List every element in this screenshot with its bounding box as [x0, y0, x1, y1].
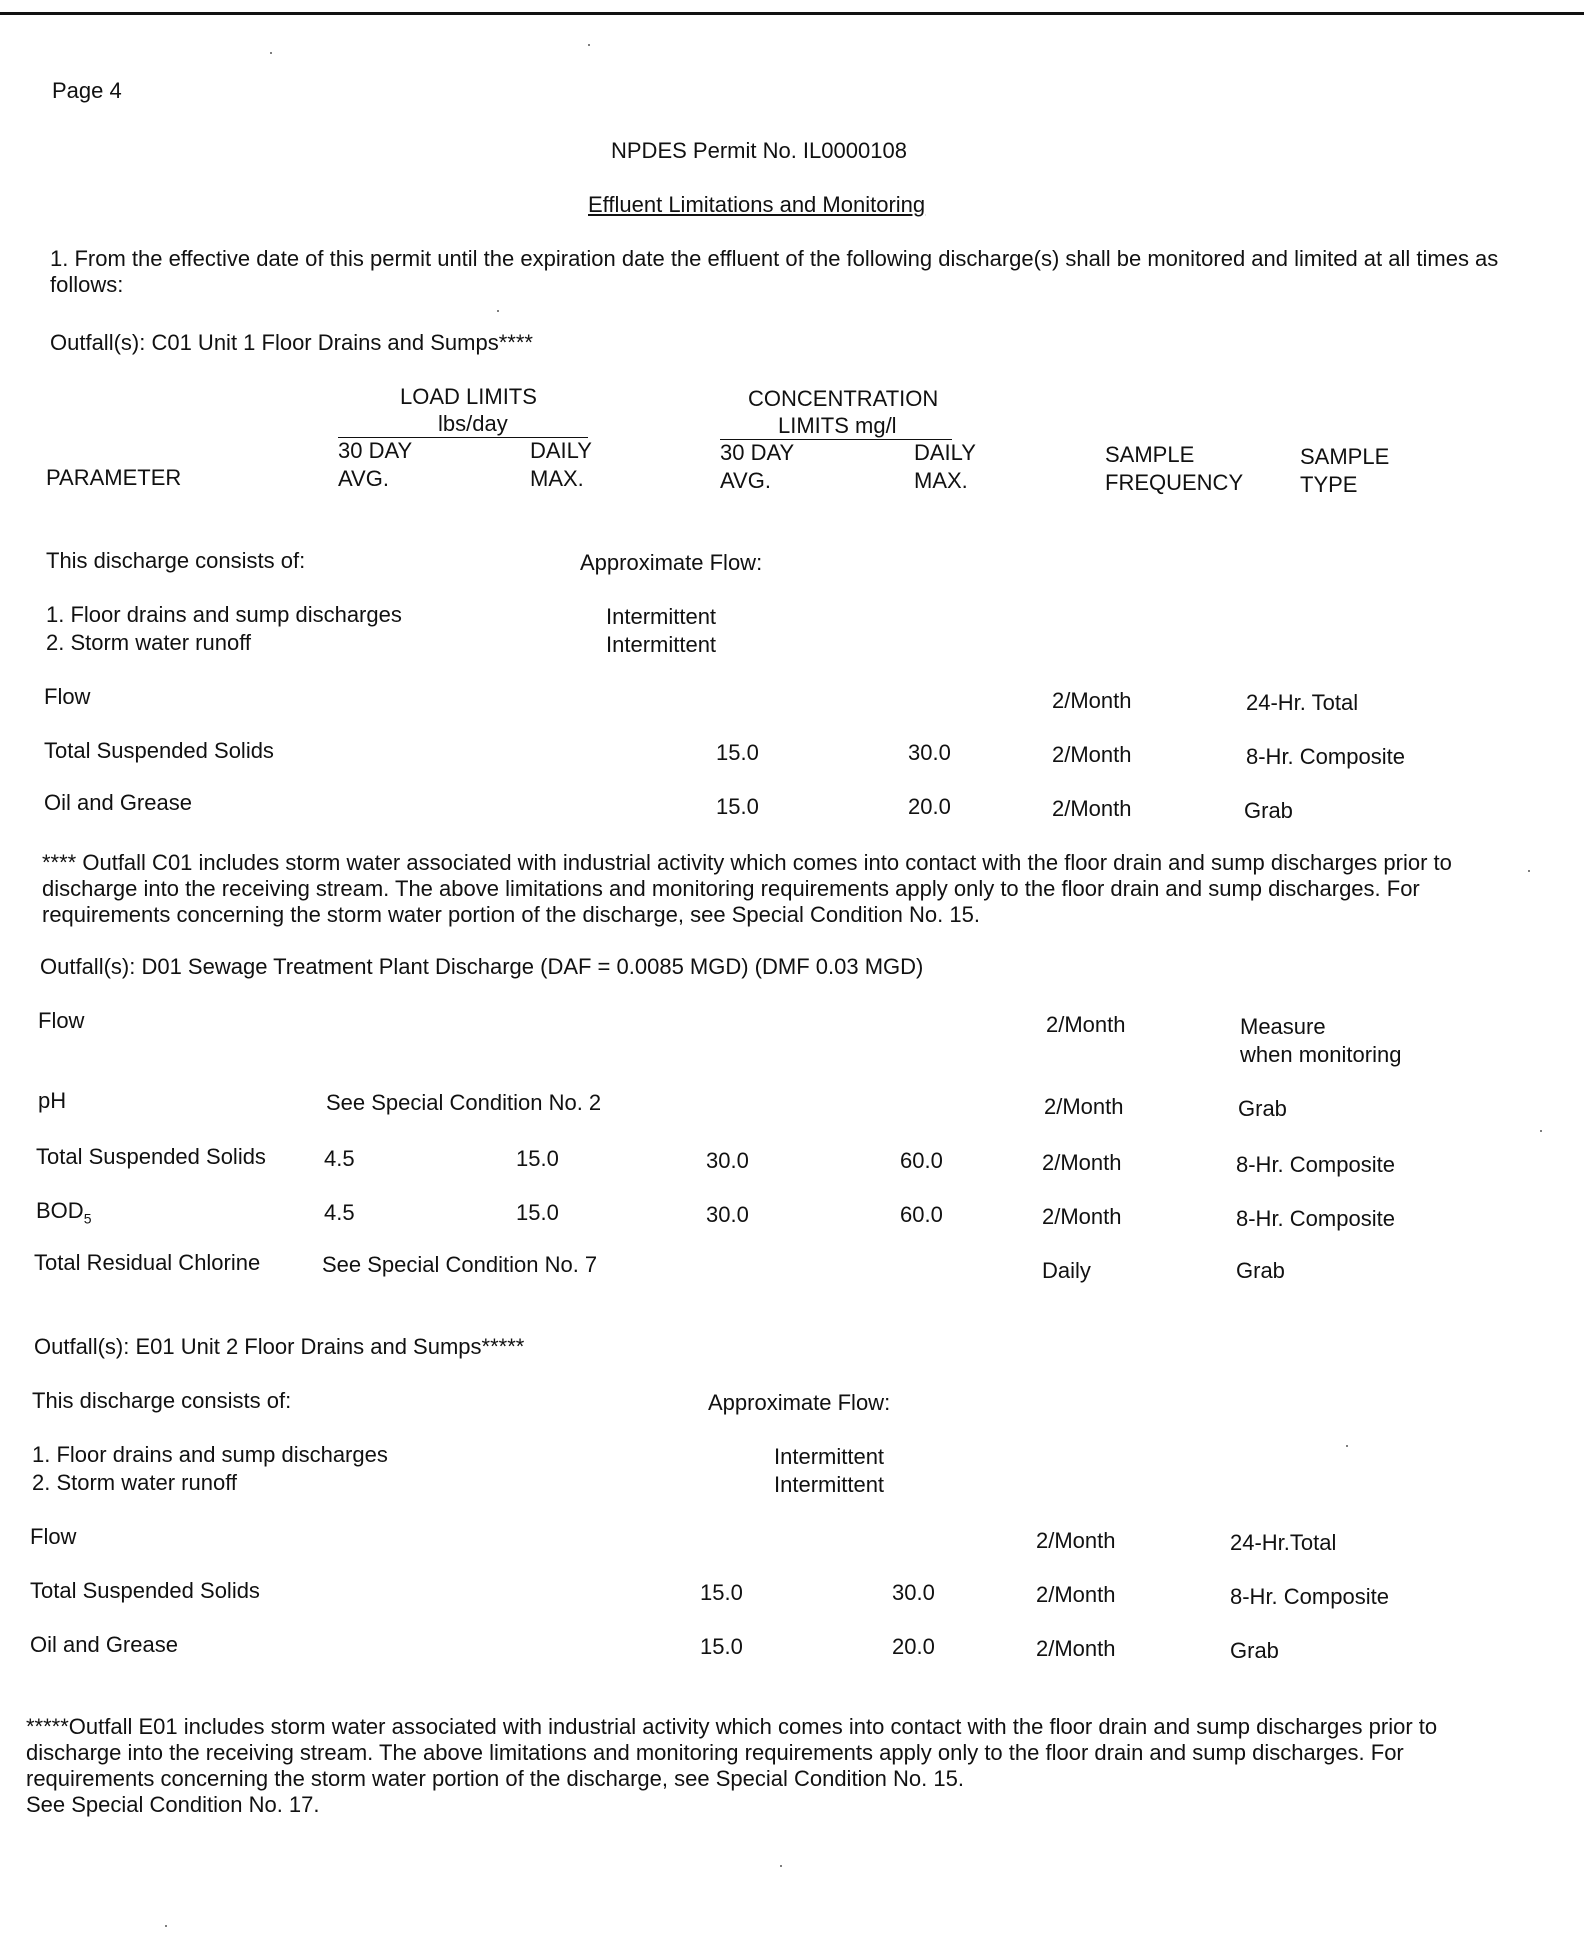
e01-item-2-flow: Intermittent: [774, 1472, 885, 1497]
d01-tss-freq: 2/Month: [1042, 1150, 1122, 1175]
header-daily-load: DAILY: [530, 438, 592, 463]
c01-row-param: Total Suspended Solids: [44, 738, 274, 763]
d01-tss-type: 8-Hr. Composite: [1236, 1152, 1395, 1177]
c01-row-c30: 15.0: [716, 794, 759, 819]
header-max-load: MAX.: [530, 466, 584, 491]
d01-bod-c30: 30.0: [706, 1202, 749, 1227]
header-daily-conc: DAILY: [914, 440, 976, 465]
header-load-limits: LOAD LIMITS: [400, 384, 537, 409]
d01-bod-param: [36, 1198, 91, 1227]
d01-flow-type-1: Measure: [1240, 1014, 1326, 1039]
d01-flow-freq: 2/Month: [1046, 1012, 1126, 1037]
d01-trc-freq: Daily: [1042, 1258, 1091, 1283]
e01-row-param: Total Suspended Solids: [30, 1578, 260, 1603]
c01-approx-flow: Approximate Flow:: [580, 550, 763, 575]
e01-row-cmax: 30.0: [892, 1580, 935, 1605]
header-30day-conc: 30 DAY: [720, 440, 795, 465]
e01-row-c30: 15.0: [700, 1634, 743, 1659]
d01-tss-lmax: 15.0: [516, 1146, 559, 1171]
e01-row-c30: 15.0: [700, 1580, 743, 1605]
d01-tss-param: Total Suspended Solids: [36, 1144, 266, 1169]
d01-bod-subscript: 5: [83, 1210, 92, 1227]
e01-footnote-2: See Special Condition No. 17.: [26, 1792, 320, 1817]
scan-speck: [780, 1865, 782, 1867]
c01-row-type: 8-Hr. Composite: [1246, 744, 1405, 769]
d01-ph-type: Grab: [1238, 1096, 1287, 1121]
e01-row-cmax: 20.0: [892, 1634, 935, 1659]
d01-trc-param: Total Residual Chlorine: [34, 1250, 261, 1275]
c01-row-param: Oil and Grease: [44, 790, 192, 815]
e01-row-type: 8-Hr. Composite: [1230, 1584, 1389, 1609]
c01-row-freq: 2/Month: [1052, 796, 1132, 821]
header-conc-limits: CONCENTRATION: [748, 386, 939, 411]
d01-bod-lmax: 15.0: [516, 1200, 559, 1225]
e01-row-freq: 2/Month: [1036, 1636, 1116, 1661]
d01-tss-cmax: 60.0: [900, 1148, 943, 1173]
d01-trc-note: See Special Condition No. 7: [322, 1252, 598, 1277]
c01-item-1: 1. Floor drains and sump discharges: [46, 602, 402, 627]
header-conc-units: LIMITS mg/l: [778, 413, 897, 438]
c01-item-1-flow: Intermittent: [606, 604, 717, 629]
d01-ph-freq: 2/Month: [1044, 1094, 1124, 1119]
header-avg-conc: AVG.: [720, 468, 771, 493]
scan-speck: [497, 310, 499, 312]
e01-row-type: 24-Hr.Total: [1230, 1530, 1337, 1555]
scan-speck: [270, 52, 272, 54]
c01-row-freq: 2/Month: [1052, 742, 1132, 767]
d01-bod-cmax: 60.0: [900, 1202, 943, 1227]
scan-speck: [1528, 870, 1530, 872]
e01-footnote: *****Outfall E01 includes storm water associated with industrial activity which comes into contact with the floor drain and sump discharges prior to discharge into the receiving stream. The above limitations and monitoring requirements apply only to the floor drain and sump discharges. For requirements concerning the storm water portion of the discharge, see Special Condition No. 15.: [26, 1714, 1438, 1791]
e01-item-2: 2. Storm water runoff: [32, 1470, 238, 1495]
c01-row-param: Flow: [44, 684, 91, 709]
outfall-d01-title: Outfall(s): D01 Sewage Treatment Plant Discharge (DAF = 0.0085 MGD) (DMF 0.03 MGD): [40, 954, 924, 979]
scan-speck: [165, 1925, 167, 1927]
d01-tss-l30: 4.5: [324, 1146, 355, 1171]
header-sample-freq-1: SAMPLE: [1105, 442, 1195, 467]
c01-consists: This discharge consists of:: [46, 548, 306, 573]
c01-row-cmax: 30.0: [908, 740, 951, 765]
intro-paragraph: 1. From the effective date of this permit until the expiration date the effluent of the following discharge(s) shall be monitored and limited at all times as follows:: [50, 246, 1499, 298]
header-max-conc: MAX.: [914, 468, 968, 493]
d01-ph-param: pH: [38, 1088, 67, 1113]
c01-footnote: **** Outfall C01 includes storm water associated with industrial activity which comes into contact with the floor drain and sump discharges prior to discharge into the receiving stream. The above limitations and monitoring requirements apply only to the floor drain and sump discharges. For requirements concerning the storm water portion of the discharge, see Special Condition No. 15.: [42, 850, 1452, 927]
header-frequency: FREQUENCY: [1105, 470, 1244, 495]
header-sample-type-1: SAMPLE: [1300, 444, 1390, 469]
permit-number: NPDES Permit No. IL0000108: [611, 138, 907, 163]
d01-bod-freq: 2/Month: [1042, 1204, 1122, 1229]
c01-row-c30: 15.0: [716, 740, 759, 765]
e01-consists: This discharge consists of:: [32, 1388, 292, 1413]
d01-bod-label: BOD: [36, 1198, 84, 1223]
d01-flow-param: Flow: [38, 1008, 85, 1033]
c01-row-type: Grab: [1244, 798, 1293, 823]
d01-trc-type: Grab: [1236, 1258, 1285, 1283]
page-label: Page 4: [52, 78, 122, 103]
d01-tss-c30: 30.0: [706, 1148, 749, 1173]
header-load-units: lbs/day: [438, 411, 508, 436]
outfall-e01-title: Outfall(s): E01 Unit 2 Floor Drains and Sumps*****: [34, 1334, 525, 1359]
c01-row-freq: 2/Month: [1052, 688, 1132, 713]
d01-flow-type-2: when monitoring: [1240, 1042, 1402, 1067]
header-avg-load: AVG.: [338, 466, 389, 491]
top-border-line: [0, 12, 1584, 15]
outfall-c01-title: Outfall(s): C01 Unit 1 Floor Drains and Sumps****: [50, 330, 533, 355]
e01-item-1-flow: Intermittent: [774, 1444, 885, 1469]
c01-row-cmax: 20.0: [908, 794, 951, 819]
section-title: Effluent Limitations and Monitoring: [588, 192, 926, 217]
scan-speck: [1540, 1130, 1542, 1132]
e01-row-freq: 2/Month: [1036, 1582, 1116, 1607]
header-parameter: PARAMETER: [46, 465, 182, 490]
e01-row-param: Flow: [30, 1524, 77, 1549]
e01-row-type: Grab: [1230, 1638, 1279, 1663]
scan-speck: [1346, 1445, 1348, 1447]
e01-item-1: 1. Floor drains and sump discharges: [32, 1442, 388, 1467]
c01-row-type: 24-Hr. Total: [1246, 690, 1359, 715]
header-30day-load: 30 DAY: [338, 438, 413, 463]
c01-item-2: 2. Storm water runoff: [46, 630, 252, 655]
d01-bod-l30: 4.5: [324, 1200, 355, 1225]
c01-item-2-flow: Intermittent: [606, 632, 717, 657]
scan-speck: [588, 44, 590, 46]
e01-row-param: Oil and Grease: [30, 1632, 178, 1657]
header-type: TYPE: [1300, 472, 1358, 497]
d01-bod-type: 8-Hr. Composite: [1236, 1206, 1395, 1231]
d01-ph-note: See Special Condition No. 2: [326, 1090, 602, 1115]
e01-row-freq: 2/Month: [1036, 1528, 1116, 1553]
e01-approx-flow: Approximate Flow:: [708, 1390, 891, 1415]
